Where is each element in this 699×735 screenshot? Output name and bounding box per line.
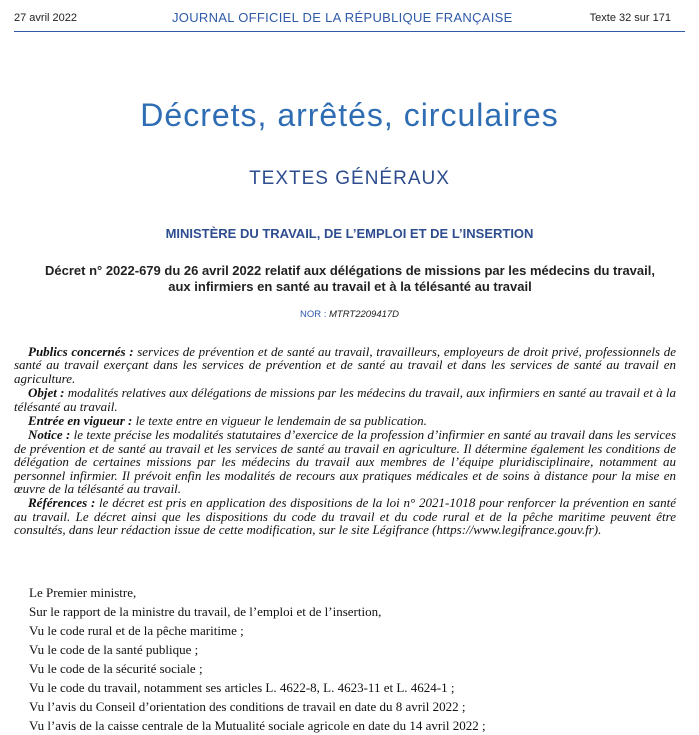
page-header [14,9,671,27]
header-date: 27 avril 2022 [14,12,77,24]
ministry-heading: MINISTÈRE DU TRAVAIL, DE L’EMPLOI ET DE L’INSERTION [165,226,534,241]
body-line: Le Premier ministre, [29,585,137,600]
summary-label: Entrée en vigueur : [28,413,133,429]
summary-paragraph [14,345,676,385]
body-line: Vu le code du travail, notamment ses articles L. 4622-8, L. 4623-11 et L. 4624-1 ; [29,680,455,695]
summary-label: Notice : [28,427,71,443]
summary-text: le décret est pris en application des dispositions de la loi n° 2021-1018 pour renforcer la prévention en santé au travail. Le décret ainsi que les dispositions du code du travail et du code rural et de la pêche maritime peuvent être consultés, dans leur rédaction issue de cette modification, sur le site Légifrance (https://www.legifrance.gouv.fr). [14,495,677,538]
summary-paragraph [14,496,676,536]
summary-text: services de prévention et de santé au travail, travailleurs, employeurs de droit privé, professionnels de santé au travail exerçant dans les services de prévention et de santé au travail et dans les services de santé au travail en agriculture. [14,344,676,386]
summary-text: le texte précise les modalités statutaires d’exercice de la profession d’infirmier en santé au travail dans les services de prévention et de santé au travail et les services de santé au travail en agriculture. Il détermine également les conditions de délégation de certaines missions par les médecins du travail aux membres de l’équipe pluridisciplinaire, notamment au personnel infirmier. Il prévoit enfin les modalités de recours aux pratiques médicales et de soins à distance pour la mise en œuvre de la télésanté au travail. [14,427,676,497]
journal-name: JOURNAL OFFICIEL DE LA RÉPUBLIQUE FRANÇAISE [172,10,513,25]
body-line: Vu le code de la sécurité sociale ; [29,661,203,676]
summary-text: modalités relatives aux délégations de missions par les médecins du travail, aux infirmiers en santé au travail et à la télésanté au travail. [14,385,676,414]
nor-label: NOR : [299,309,327,320]
summary-paragraph [14,414,676,427]
header-divider [14,31,685,32]
decree-title: Décret n° 2022-679 du 26 avril 2022 relatif aux délégations de missions par les médecins du travail, aux infirmiers en santé au travail et à la télésanté au travail [45,263,655,294]
decree-summary [14,345,676,538]
page-counter: Texte 32 sur 171 [589,12,671,24]
nor-value: MTRT2209417D [328,309,400,320]
summary-label: Objet : [28,385,65,401]
body-line: Sur le rapport de la ministre du travail, de l’emploi et de l’insertion, [29,604,382,619]
summary-paragraph [14,428,676,495]
summary-label: Références : [28,495,96,511]
nor-reference [0,309,699,320]
body-line: Vu l’avis du Conseil d’orientation des conditions de travail en date du 8 avril 2022 ; [29,699,466,714]
summary-text: le texte entre en vigueur le lendemain de sa publication. [132,413,427,429]
body-line: Vu le code de la santé publique ; [29,642,199,657]
body-line: Vu l’avis de la caisse centrale de la Mutualité sociale agricole en date du 14 avril 2022 ; [29,718,486,733]
summary-label: Publics concernés : [28,344,134,359]
body-line: Vu le code rural et de la pêche maritime ; [29,623,244,638]
decree-body [29,583,669,735]
page-title: Décrets, arrêtés, circulaires [140,97,559,133]
section-heading: TEXTES GÉNÉRAUX [249,168,450,189]
summary-paragraph [14,386,676,413]
